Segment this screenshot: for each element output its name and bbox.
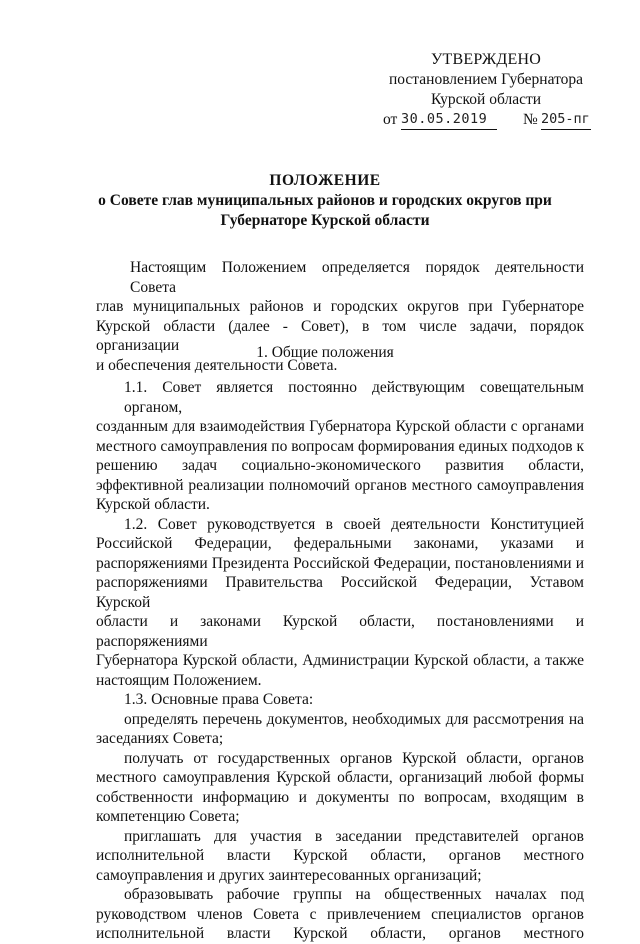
paragraph-line: заседаниях Совета; <box>96 730 224 747</box>
document-subtitle-line-2: Губернаторе Курской области <box>220 212 430 229</box>
paragraph-line: местного самоуправления Курской области, организаций любой формы <box>96 769 584 786</box>
paragraph-line: 1.1. Совет является постоянно действующим совещательным органом, <box>124 379 584 416</box>
approval-line-decree: постановлением Губернатора <box>389 71 584 88</box>
approval-heading: УТВЕРЖДЕНО <box>431 51 542 68</box>
approval-from-label: от <box>383 111 398 128</box>
paragraph-line: самоуправления и других заинтересованных организаций; <box>96 866 482 884</box>
approval-number: 205-пг <box>541 109 591 130</box>
paragraph-line: Российской Федерации, федеральными законами, указами и <box>96 535 584 552</box>
paragraph-line: образовывать рабочие группы на общественных началах под <box>124 886 584 903</box>
document-title: ПОЛОЖЕНИЕ <box>269 172 381 189</box>
paragraph-line: исполнительной власти Курской области, органов местного <box>96 847 584 864</box>
approval-line-region: Курской области <box>431 91 542 108</box>
paragraph-line: настоящим Положением. <box>96 671 262 689</box>
paragraph-line: распоряжениями Президента Российской Федерации, постановлениями и <box>96 554 584 572</box>
paragraph-line: решению задач социально-экономического развития области, <box>96 457 584 474</box>
intro-line: глав муниципальных районов и городских округов при Губернаторе <box>96 298 584 315</box>
approval-number-sign: № <box>523 111 538 128</box>
intro-line: Курской области (далее - Совет), в том числе задачи, порядок организации <box>96 317 584 354</box>
paragraph-line: определять перечень документов, необходимых для рассмотрения на <box>124 710 584 728</box>
paragraph-line: получать от государственных органов Курской области, органов <box>124 749 584 767</box>
intro-line: Настоящим Положением определяется порядок деятельности Совета <box>130 259 584 296</box>
paragraph-line: собственности информацию и документы по вопросам, входящим в <box>96 788 584 806</box>
intro-line: и обеспечения деятельности Совета. <box>96 356 338 374</box>
paragraph-line: исполнительной власти Курской области, органов местного <box>96 925 584 942</box>
paragraph-line: распоряжениями Правительства Российской Федерации, Уставом Курской <box>96 574 584 611</box>
paragraph-line: 1.2. Совет руководствуется в своей деятельности Конституцией <box>124 515 584 533</box>
paragraph-line: 1.3. Основные права Совета: <box>124 691 314 708</box>
paragraph-line: приглашать для участия в заседании представителей органов <box>124 827 584 845</box>
section-body <box>96 378 584 944</box>
paragraph-line: Губернатора Курской области, Администрации Курской области, а также <box>96 652 584 669</box>
approval-date-line <box>383 110 603 132</box>
paragraph-line: Курской области. <box>96 496 210 513</box>
paragraph-line: эффективной реализации полномочий органов местного самоуправления <box>96 476 584 494</box>
document-subtitle-line-1: о Совете глав муниципальных районов и городских округов при <box>98 192 552 209</box>
paragraph-line: компетенцию Совета; <box>96 808 240 825</box>
paragraph-line: местного самоуправления по вопросам формирования единых подходов к <box>96 437 584 455</box>
approval-date: 30.05.2019 <box>401 109 497 130</box>
paragraph-line: руководством членов Совета с привлечением специалистов органов <box>96 905 584 923</box>
paragraph-line: области и законами Курской области, постановлениями и распоряжениями <box>96 613 584 650</box>
section-title: 1. Общие положения <box>256 344 394 361</box>
paragraph-line: созданным для взаимодействия Губернатора Курской области с органами <box>96 418 584 435</box>
approval-stamp <box>383 50 603 132</box>
